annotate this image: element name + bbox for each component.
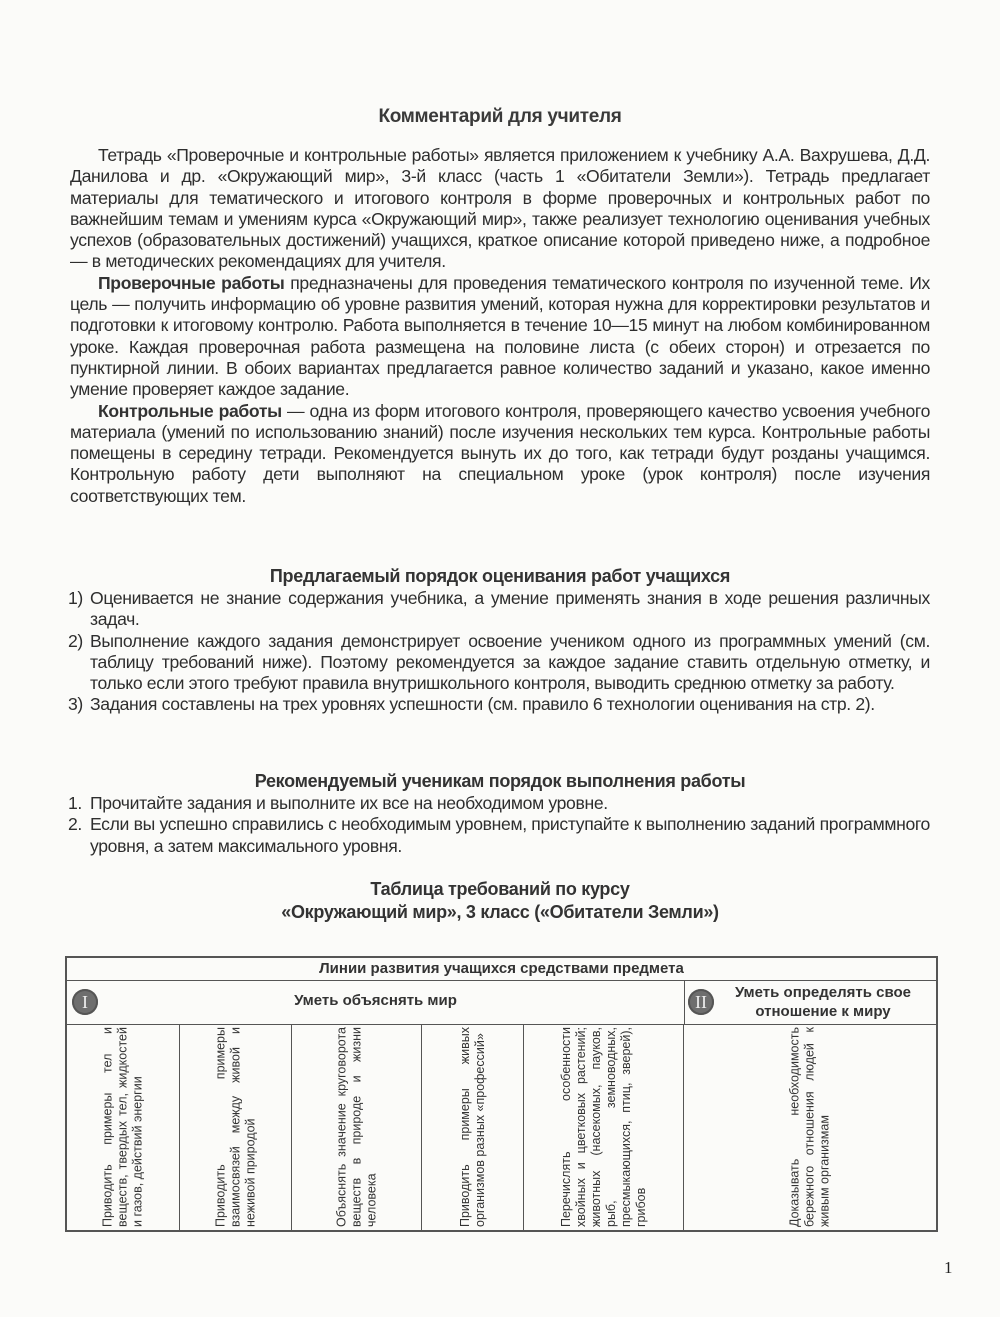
list-item — [68, 694, 930, 715]
procedure-list — [68, 793, 930, 857]
list-number: 1) — [68, 588, 83, 608]
table-title-line-1: Таблица требований по курсу — [370, 879, 630, 899]
table-columns — [67, 1024, 936, 1230]
table-header: Линии развития учащихся средствами предмета — [67, 958, 936, 981]
list-item — [68, 588, 930, 631]
list-text: Если вы успешно справились с необходимым уровнем, приступайте к выполнению заданий программного уровня, а затем максимального уровня. — [90, 814, 930, 856]
list-text: Задания составлены на трех уровнях успешности (см. правило 6 технологии оценивания на стр. 2). — [90, 694, 875, 715]
group-label: Уметь определять свое отношение к миру — [734, 984, 912, 1020]
table-cell — [422, 1024, 524, 1230]
list-item — [68, 793, 930, 814]
cell-text: Доказывать необходимость бережного отношения людей к живым организмам — [787, 1027, 832, 1227]
grading-heading: Предлагаемый порядок оценивания работ учащихся — [269, 566, 731, 586]
procedure-heading: Рекомендуемый ученикам порядок выполнения работы — [254, 771, 746, 791]
intro-paragraph-1: Тетрадь «Проверочные и контрольные работы» является приложением к учебнику А.А. Вахрушева, Д.Д. Данилова и др. «Окружающий мир», 3-й класс (часть 1 «Обитатели Земли»). Тетрадь предлагает материалы для тематического и итогового контроля в форме проверочных и контрольных работ по важнейшим темам и умениям курса «Окружающий мир», также реализует технологию оценивания учебных успехов (образовательных достижений) учащихся, краткое описание которой приведено ниже, а подробное — в методических рекомендациях для учителя. — [70, 145, 930, 272]
group-label: Уметь объяснять мир — [294, 992, 457, 1009]
table-group-row — [67, 980, 936, 1025]
intro-section — [70, 145, 930, 507]
list-text: Выполнение каждого задания демонстрирует освоение учеником одного из программных умений (см. таблицу требований ниже). Поэтому рекомендуется за каждое задание ставить отдельную отметку, и только если этого требуют правила внутришкольного контроля, выводить среднюю отметку за работу. — [90, 630, 930, 694]
cell-text: Приводить примеры живых организмов разных «профессий» — [457, 1027, 487, 1227]
roman-numeral-two-icon: II — [688, 989, 714, 1015]
list-item — [68, 631, 930, 695]
list-number: 2. — [68, 814, 82, 835]
list-number: 3) — [68, 694, 83, 715]
group-explain-world — [67, 980, 685, 1024]
requirements-table — [65, 956, 938, 1232]
term-kontrolnye: Контрольные работы — [98, 400, 282, 421]
cell-text: Перечислять особенности хвойных и цветковых растений; животных (насекомых, пауков, рыб, земноводных, пресмыкающихся, птиц, зверей), грибов — [558, 1027, 648, 1227]
intro-paragraph-2-text: предназначены для проведения тематического контроля по изученной теме. Их цель — получить информацию об уровне развития умений, которая нужна для корректировки результатов и подготовки к итоговому контролю. Работа выполняется в течение 10—15 минут на любом комбинированном уроке. Каждая проверочная работа размещена на половине листа (с обеих сторон) и отрезается по пунктирной линии. В обоих вариантах предлагается равное количество заданий и указано, какое именно умение проверяет каждое задание. — [70, 272, 931, 400]
cell-text: Приводить примеры тел и веществ, твердых тел, жидкостей и газов, действий энергии — [100, 1027, 145, 1227]
page-number: 1 — [944, 1258, 953, 1277]
roman-numeral-one-icon: I — [72, 989, 98, 1015]
list-number: 1. — [68, 793, 82, 813]
intro-paragraph-3 — [70, 401, 930, 507]
table-cell — [292, 1024, 422, 1230]
cell-text: Объяснять значение круговорота веществ в природе и жизни человека — [334, 1027, 378, 1227]
table-title-line-2: «Окружающий мир», 3 класс («Обитатели Земли») — [281, 902, 719, 922]
cell-text: Приводить примеры взаимосвязей между живой и неживой природой — [213, 1027, 257, 1227]
list-item — [68, 814, 930, 857]
grading-list — [68, 588, 930, 716]
page-title: Комментарий для учителя — [378, 106, 622, 127]
table-cell — [684, 1024, 936, 1230]
intro-paragraph-2 — [70, 273, 930, 401]
table-cell — [180, 1024, 292, 1230]
table-cell — [524, 1024, 684, 1230]
table-cell — [67, 1024, 180, 1230]
term-proverochnye: Проверочные работы — [98, 272, 285, 293]
intro-paragraph-3-text: — одна из форм итогового контроля, проверяющего качество усвоения учебного материала (умений по использованию знаний) после изучения нескольких тем курса. Контрольные работы помещены в середину тетради. Рекомендуется вынуть их до того, как тетради будут розданы учащимся. Контрольную работу дети выполняют на специальном уроке (урок контроля) после изучения соответствующих тем. — [70, 400, 930, 506]
group-attitude-world — [684, 980, 936, 1024]
list-number: 2) — [68, 630, 83, 651]
list-text: Оценивается не знание содержания учебника, а умение применять знания в ходе решения различных задач. — [90, 588, 930, 630]
list-text: Прочитайте задания и выполните их все на необходимом уровне. — [90, 793, 608, 813]
